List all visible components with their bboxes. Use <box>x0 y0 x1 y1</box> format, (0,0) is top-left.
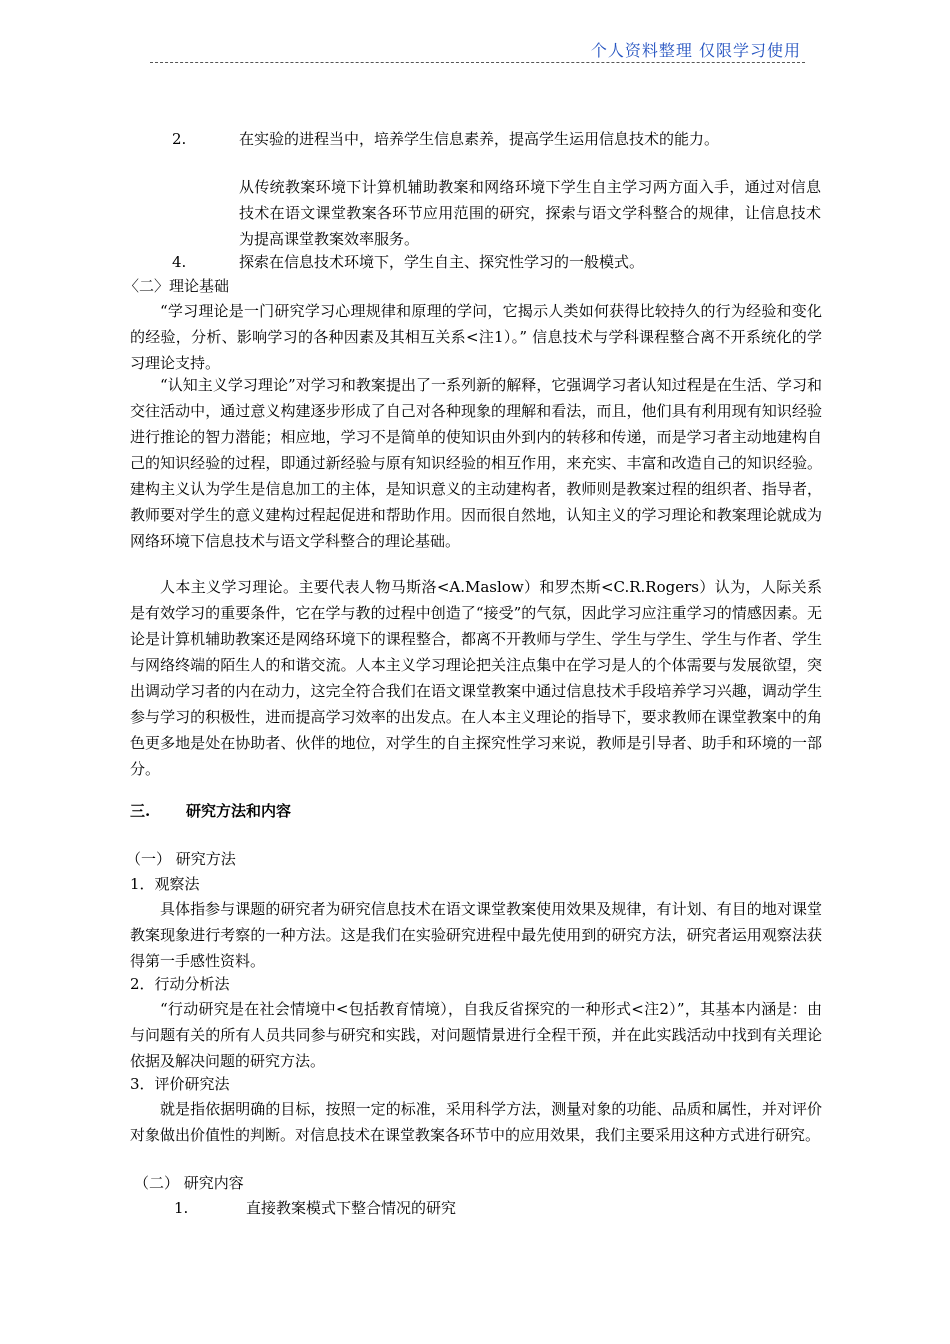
method-3-title: 3．评价研究法 <box>130 1075 230 1093</box>
page-header <box>150 38 805 63</box>
method-1-text: 具体指参与课题的研究者为研究信息技术在语文课堂教案使用效果及规律，有计划、有目的地对课堂教案现象进行考察的一种方法。这是我们在实验研究进程中最先使用到的研究方法，研究者运用观察法获得第一手感性资料。 <box>130 900 822 970</box>
theory-heading: 〈二〉理论基础 <box>124 277 230 295</box>
method-1-title: 1．观察法 <box>130 875 200 893</box>
content-heading: （二） 研究内容 <box>134 1174 244 1192</box>
goal-4-number: 4. <box>172 253 187 271</box>
goal-3-text: 从传统教案环境下计算机辅助教案和网络环境下学生自主学习两方面入手，通过对信息技术在语文课堂教案各环节应用范围的研究，探索与语文学科整合的规律，让信息技术为提高课堂教案效率服务。 <box>239 178 821 248</box>
goal-2-text: 在实验的进程当中，培养学生信息素养，提高学生运用信息技术的能力。 <box>239 130 720 148</box>
content-1-number: 1. <box>174 1199 189 1217</box>
theory-paragraph-3: 人本主义学习理论。主要代表人物马斯洛<A.Maslow）和罗杰斯<C.R.Rogers）认为，人际关系是有效学习的重要条件，它在学与教的过程中创造了“接受”的气氛，因此学习应注重学习的情感因素。无论是计算机辅助教案还是网络环境下的课程整合，都离不开教师与学生、学生与学生、学生与作者、学生与网络终端的陌生人的和谐交流。人本主义学习理论把关注点集中在学习是人的个体需要与发展欲望，突出调动学习者的内在动力，这完全符合我们在语文课堂教案中通过信息技术手段培养学习兴趣，调动学生参与学习的积极性，进而提高学习效率的出发点。在人本主义理论的指导下，要求教师在课堂教案中的角色更多地是处在协助者、伙伴的地位，对学生的自主探究性学习来说，教师是引导者、助手和环境的一部分。 <box>130 578 822 778</box>
theory-paragraph-1: “学习理论是一门研究学习心理规律和原理的学问，它揭示人类如何获得比较持久的行为经验和变化的经验，分析、影响学习的各种因素及其相互关系<注1）。” 信息技术与学科课程整合离不开系统化的学习理论支持。 <box>130 302 822 372</box>
method-2-text: “行动研究是在社会情境中<包括教育情境），自我反省探究的一种形式<注2）”，其基本内涵是：由与问题有关的所有人员共同参与研究和实践，对问题情景进行全程干预，并在此实践活动中找到有关理论依据及解决问题的研究方法。 <box>130 1000 822 1070</box>
section-3-title: 研究方法和内容 <box>186 802 292 820</box>
header-text: 个人资料整理 仅限学习使用 <box>590 41 801 60</box>
method-2-title: 2．行动分析法 <box>130 975 230 993</box>
method-3-text: 就是指依据明确的目标，按照一定的标准，采用科学方法，测量对象的功能、品质和属性，并对评价对象做出价值性的判断。对信息技术在课堂教案各环节中的应用效果，我们主要采用这种方式进行研究。 <box>130 1100 822 1144</box>
content-1-text: 直接教案模式下整合情况的研究 <box>246 1199 457 1217</box>
section-3-number: 三. <box>130 802 151 820</box>
theory-paragraph-2: “认知主义学习理论”对学习和教案提出了一系列新的解释，它强调学习者认知过程是在生活、学习和交往活动中，通过意义构建逐步形成了自己对各种现象的理解和看法，而且，他们具有利用现有知识经验进行推论的智力潜能；相应地，学习不是简单的使知识由外到内的转移和传递，而是学习者主动地建构自己的知识经验的过程，即通过新经验与原有知识经验的相互作用，来充实、丰富和改造自己的知识经验。建构主义认为学生是信息加工的主体，是知识意义的主动建构者，教师则是教案过程的组织者、指导者，教师要对学生的意义建构过程起促进和帮助作用。因而很自然地，认知主义的学习理论和教案理论就成为网络环境下信息技术与语文学科整合的理论基础。 <box>130 376 822 550</box>
goal-4-text: 探索在信息技术环境下，学生自主、探究性学习的一般模式。 <box>239 253 645 271</box>
methods-heading: （一） 研究方法 <box>126 850 236 868</box>
goal-2-number: 2. <box>172 130 187 148</box>
